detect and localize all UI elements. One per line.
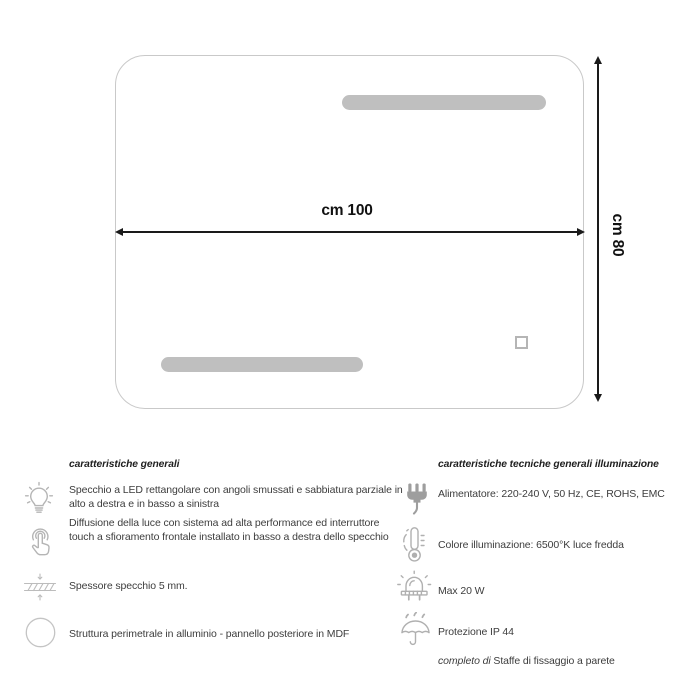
width-dimension-label: cm 100 [321, 202, 373, 219]
frame-structure-icon [25, 617, 56, 648]
spec-item-mirror-type: Specchio a LED rettangolare con angoli smussati e sabbiatura parziale in alto a destra e in basso a sinistra [69, 484, 403, 510]
led-bulb-icon [23, 481, 55, 518]
led-light-icon [396, 570, 432, 603]
arrowhead-down-icon [594, 394, 602, 402]
spec-item-ip-protection: Protezione IP 44 [438, 626, 514, 638]
led-strip-top [342, 95, 546, 110]
touch-sensor-square [515, 336, 528, 349]
thermometer-icon [398, 526, 427, 563]
spec-item-thickness: Spessore specchio 5 mm. [69, 580, 188, 592]
led-strip-bottom [161, 357, 363, 372]
spec-item-light-color: Colore illuminazione: 6500°K luce fredda [438, 539, 624, 551]
spec-item-light-diffusion: Diffusione della luce con sistema ad alta performance ed interruttore touch a sfioramento frontale installato in basso a destra dello specchio [69, 517, 389, 543]
mirror-thickness-icon [22, 573, 58, 601]
touch-gesture-icon [27, 524, 54, 560]
spec-item-frame: Struttura perimetrale in alluminio - pannello posteriore in MDF [69, 628, 350, 640]
spec-footer-italic: completo di [438, 655, 491, 667]
spec-footer-mounting [438, 655, 688, 669]
water-protection-icon [398, 612, 433, 649]
height-dimension-line [597, 63, 599, 395]
arrowhead-up-icon [594, 56, 602, 64]
height-dimension-label: cm 80 [609, 213, 626, 257]
arrowhead-left-icon [115, 228, 123, 236]
power-plug-icon [404, 483, 430, 515]
spec-footer-regular: Staffe di fissaggio a parete [490, 655, 615, 667]
width-dimension-line [122, 231, 578, 233]
spec-item-power-supply: Alimentatore: 220-240 V, 50 Hz, CE, ROHS, EMC [438, 488, 665, 500]
right-column-header: caratteristiche tecniche generali illuminazione [438, 459, 659, 470]
left-column-header: caratteristiche generali [69, 459, 180, 470]
arrowhead-right-icon [577, 228, 585, 236]
spec-item-max-power: Max 20 W [438, 585, 485, 597]
